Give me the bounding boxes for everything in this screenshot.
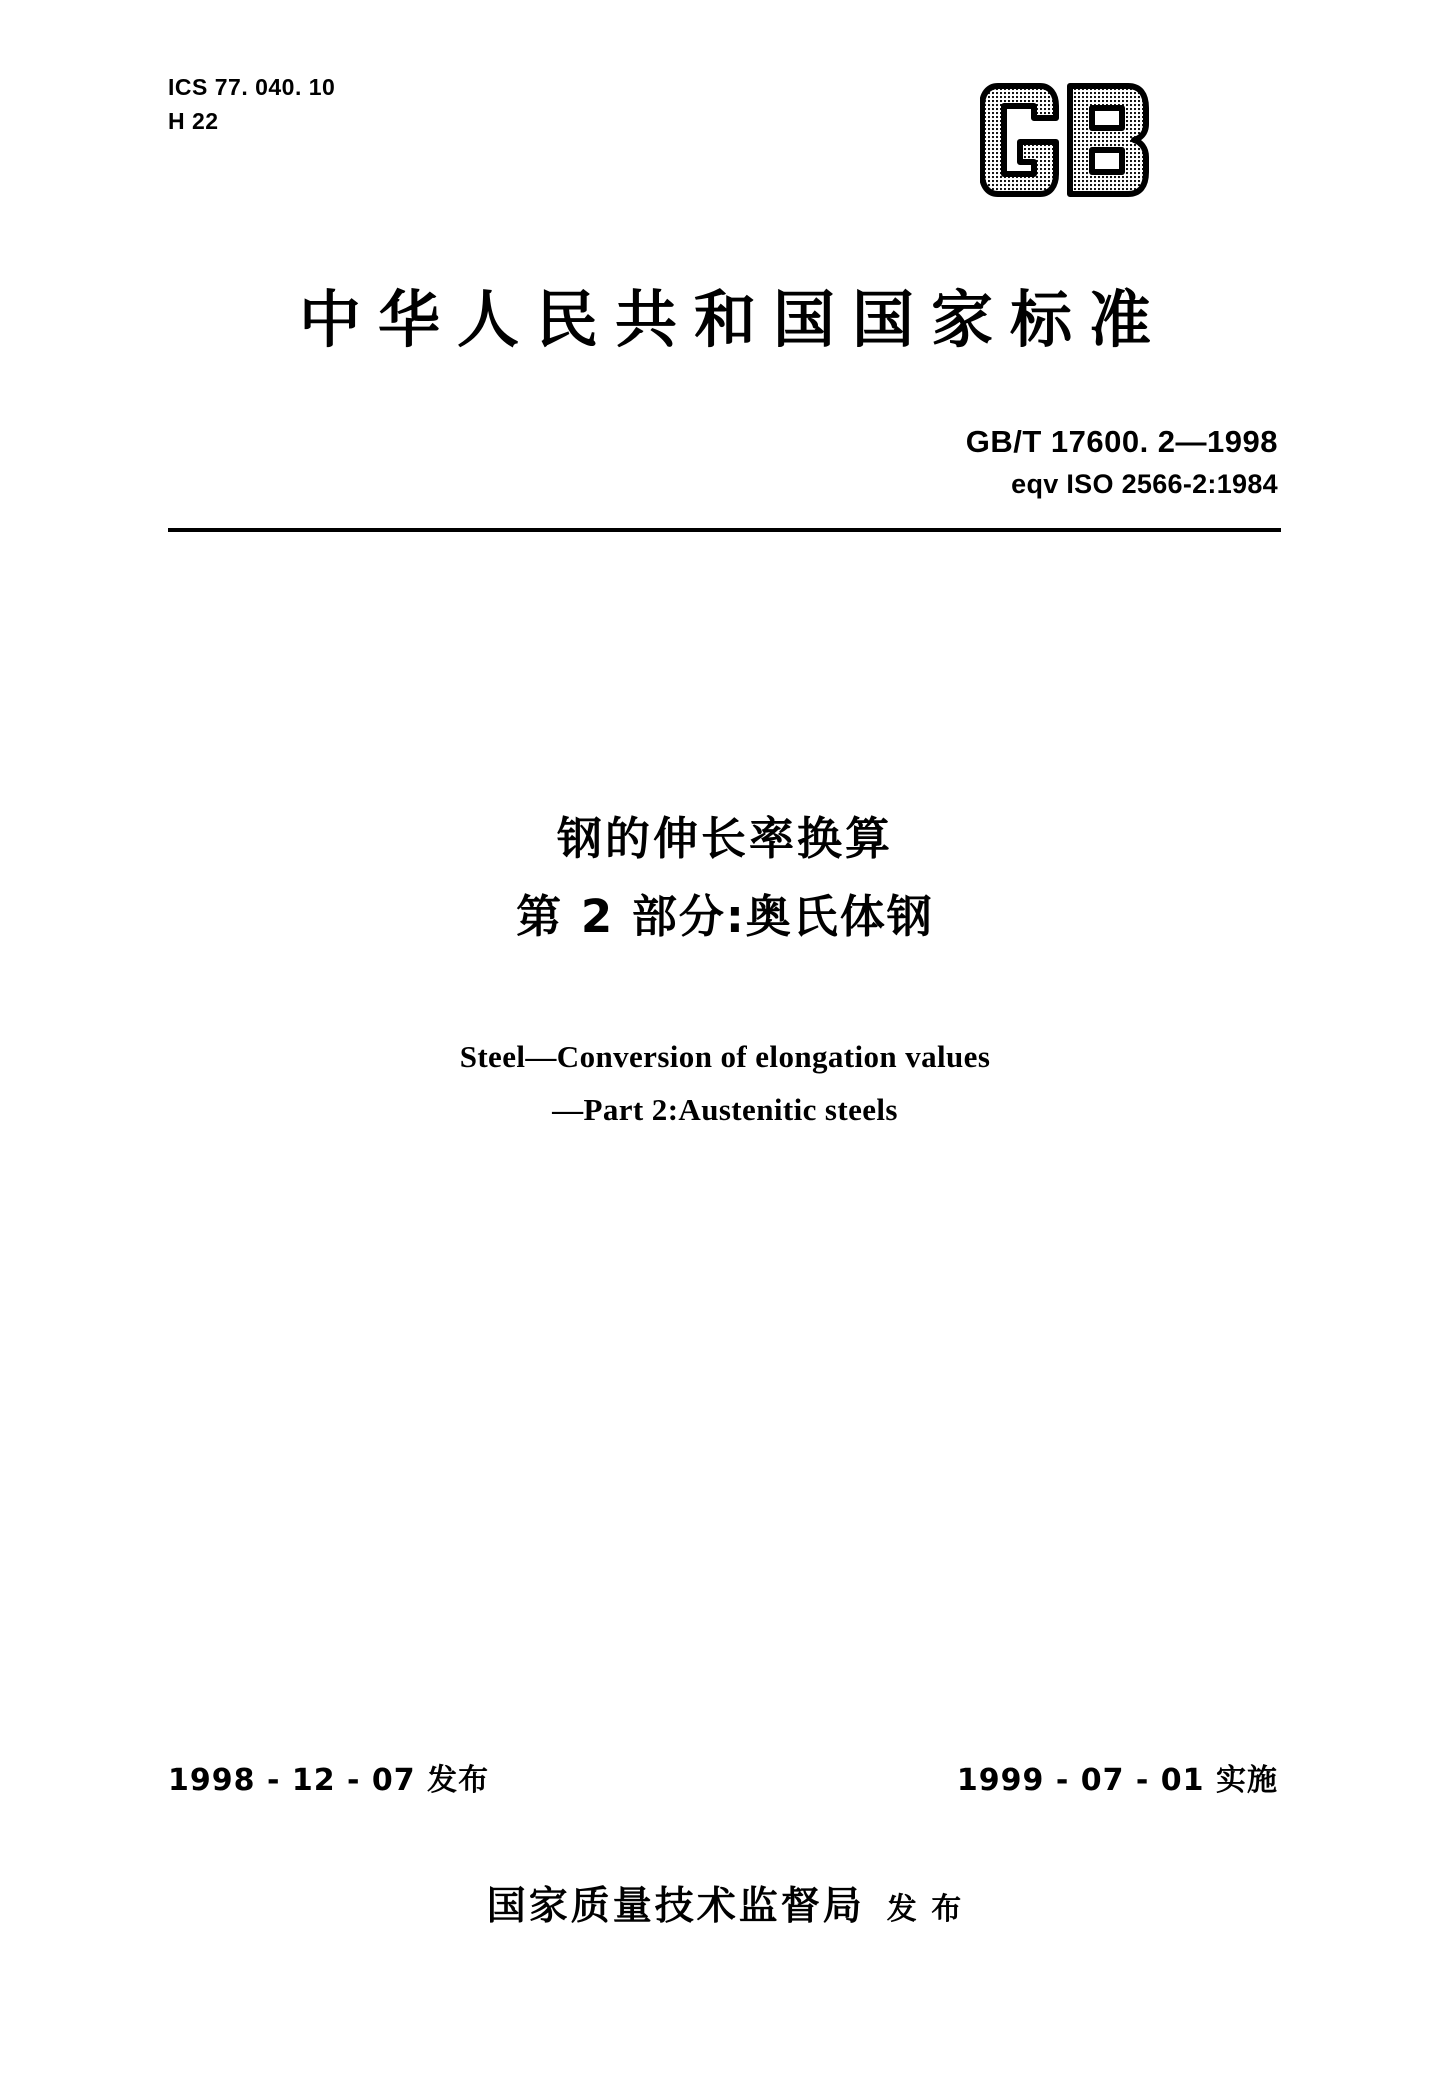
publisher-verb: 发 布	[886, 1892, 964, 1927]
publisher-name: 国家质量技术监督局	[486, 1884, 865, 1929]
document-title-en-line2: —Part 2:Austenitic steels	[552, 1092, 898, 1127]
implementation-date: 1999 - 07 - 01 实施	[956, 1763, 1278, 1798]
ccs-code: H 22	[168, 108, 219, 134]
page-title: 中华人民共和国国家标准	[298, 283, 1168, 356]
standard-identifiers	[966, 424, 1278, 500]
publisher-line	[0, 1875, 1450, 1931]
gb-logo-icon	[980, 80, 1240, 200]
document-title-cn-line1: 钢的伸长率换算	[556, 812, 893, 865]
header-divider	[168, 528, 1281, 532]
document-title-en	[0, 1030, 1450, 1136]
standard-number: GB/T 17600. 2—1998	[965, 424, 1278, 459]
ics-code: ICS 77. 040. 10	[168, 74, 336, 100]
equivalent-standard: eqv ISO 2566-2:1984	[1011, 469, 1278, 499]
document-title-cn-line2: 第 2 部分:奥氏体钢	[516, 890, 934, 943]
ics-classification	[168, 70, 335, 138]
document-title-cn	[0, 800, 1450, 956]
document-title-en-line1: Steel—Conversion of elongation values	[459, 1039, 991, 1074]
issue-date: 1998 - 12 - 07 发布	[168, 1763, 490, 1798]
